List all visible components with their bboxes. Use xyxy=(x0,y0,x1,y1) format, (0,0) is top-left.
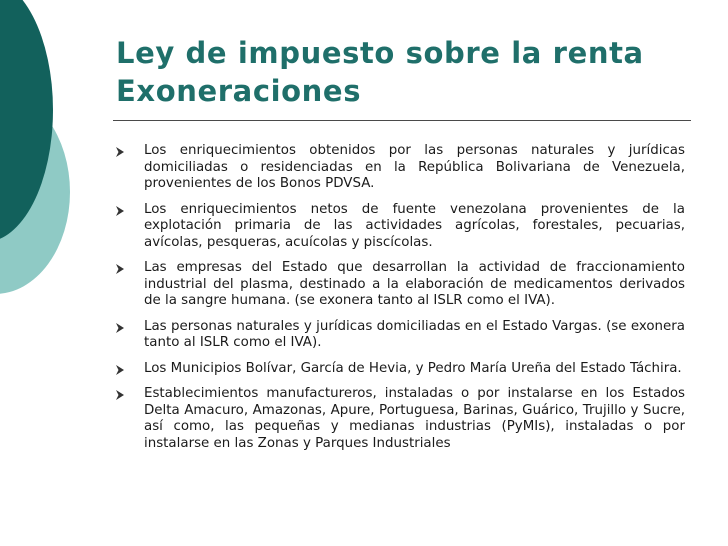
list-item xyxy=(115,260,685,310)
list-item-text: Los Municipios Bolívar, García de Hevia, y Pedro María Ureña del Estado Táchira. xyxy=(144,360,682,376)
decorative-circles-shape xyxy=(0,0,110,320)
list-item-text: Establecimientos manufactureros, instaladas o por instalarse en los Estados Delta Amacuro, Amazonas, Apure, Portuguesa, Barinas, Guárico, Trujillo y Sucre, así como, las pequeñas y medianas industrias (PyMIs), instaladas o por instalarse en las Zonas y Parques Industriales xyxy=(144,386,685,451)
list-item-text: Las empresas del Estado que desarrollan la actividad de fraccionamiento industrial del plasma, destinado a la elaboración de medicamentos derivados de la sangre humana. (se exonera tanto al ISLR como el IVA). xyxy=(144,260,685,308)
list-item xyxy=(115,319,685,352)
list-item xyxy=(115,361,685,378)
list-item-text: Las personas naturales y jurídicas domiciliadas en el Estado Vargas. (se exonera tanto al ISLR como el IVA). xyxy=(144,318,685,350)
arrowhead-bullet-icon xyxy=(115,390,125,400)
slide-title xyxy=(116,34,706,110)
arrowhead-bullet-icon xyxy=(115,323,125,333)
list-item xyxy=(115,143,685,193)
arrowhead-bullet-icon xyxy=(115,365,125,375)
slide-title-line-1: Ley de impuesto sobre la renta xyxy=(116,36,644,70)
arrowhead-bullet-icon xyxy=(115,147,125,157)
list-item xyxy=(115,386,685,452)
list-item-text: Los enriquecimientos obtenidos por las personas naturales y jurídicas domiciliadas o residenciadas en la República Bolivariana de Venezuela, provenientes de los Bonos PDVSA. xyxy=(144,143,685,191)
title-divider xyxy=(113,120,691,121)
list-item-text: Los enriquecimientos netos de fuente venezolana provenientes de la explotación primaria de las actividades agrícolas, forestales, pecuarias, avícolas, pesqueras, acuícolas y piscícolas. xyxy=(144,201,685,250)
arrowhead-bullet-icon xyxy=(115,206,125,216)
arrowhead-bullet-icon xyxy=(115,264,125,274)
list-item xyxy=(115,202,685,252)
slide-title-line-2: Exoneraciones xyxy=(116,74,362,108)
exemptions-list xyxy=(115,143,685,461)
